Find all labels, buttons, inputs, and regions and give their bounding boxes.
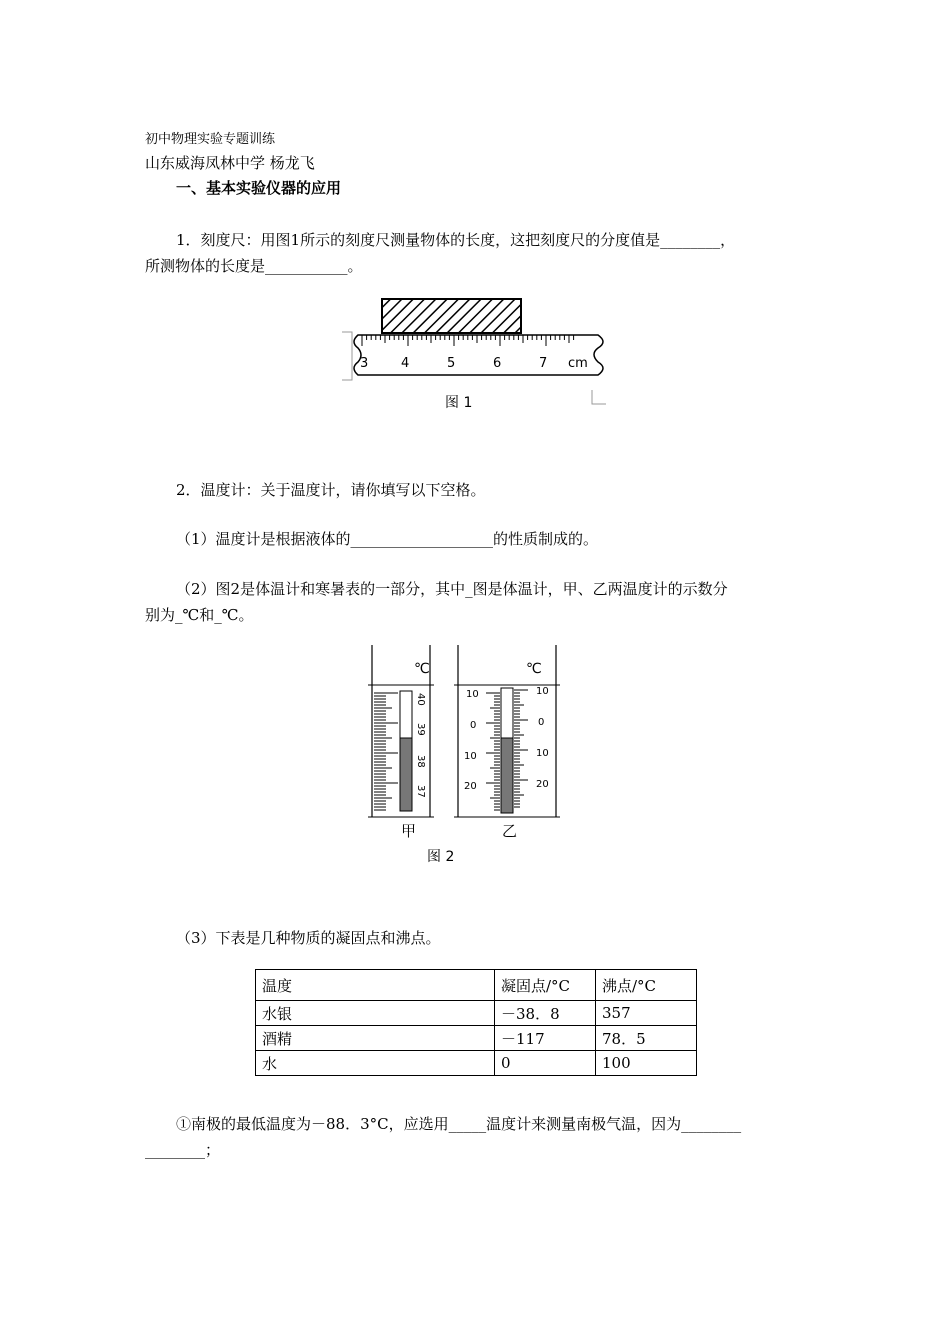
figure1-caption: 图 1 — [445, 395, 473, 411]
table-cell: －38．8 — [495, 1001, 596, 1026]
ruler-unit: cm — [568, 356, 588, 371]
jia-scale-label: 40 — [415, 693, 426, 706]
table-cell: 酒精 — [256, 1026, 495, 1051]
jia-mercury-column — [400, 738, 412, 811]
doc-author: 山东威海凤林中学 杨龙飞 — [145, 154, 315, 172]
ruler-tick-label: 5 — [447, 356, 456, 371]
doc-subtitle: 初中物理实验专题训练 — [145, 132, 276, 147]
table-row — [256, 1026, 697, 1051]
yi-left-label: 10 — [466, 689, 479, 700]
thermometer-yi — [454, 645, 560, 840]
table-header-row — [256, 970, 697, 1001]
ruler-figure — [340, 292, 620, 420]
section-title: 一、基本实验仪器的应用 — [176, 179, 342, 197]
yi-left-label: 10 — [464, 751, 477, 762]
jia-unit: ℃ — [414, 661, 430, 677]
yi-liquid-column — [501, 738, 513, 813]
yi-label: 乙 — [502, 822, 518, 840]
table-cell: 水银 — [256, 1001, 495, 1026]
yi-left-label: 0 — [470, 720, 477, 731]
ruler-body — [354, 335, 603, 375]
jia-label: 甲 — [401, 822, 417, 840]
q1-line1: 1．刻度尺：用图1所示的刻度尺测量物体的长度，这把刻度尺的分度值是________， — [176, 231, 736, 249]
table-row — [256, 1051, 697, 1076]
yi-unit: ℃ — [526, 661, 542, 677]
ruler-tick-label: 4 — [401, 356, 410, 371]
table-header-cell: 凝固点/°C — [495, 970, 596, 1001]
table-header-cell: 沸点/°C — [596, 970, 697, 1001]
q-circle1-line2: ________； — [145, 1141, 221, 1159]
q1-line2: 所测物体的长度是___________。 — [145, 257, 363, 275]
jia-scale-label: 39 — [415, 723, 426, 736]
table-cell: 78．5 — [596, 1026, 697, 1051]
materials-table — [255, 969, 697, 1076]
table-cell: 0 — [495, 1051, 596, 1076]
thermometer-jia — [368, 645, 434, 840]
q-circle1-line1: ①南极的最低温度为－88．3°C，应选用_____温度计来测量南极气温，因为________ — [176, 1115, 742, 1133]
yi-right-label: 0 — [538, 717, 545, 728]
yi-right-label: 20 — [536, 779, 549, 790]
thermometers-figure — [360, 645, 590, 870]
table-header-cell: 温度 — [256, 970, 495, 1001]
table-row — [256, 1001, 697, 1026]
table-cell: 水 — [256, 1051, 495, 1076]
table-cell: 357 — [596, 1001, 697, 1026]
q2-part1: （1）温度计是根据液体的___________________的性质制成的。 — [176, 530, 599, 548]
ruler-tick-label: 3 — [360, 356, 369, 371]
jia-scale-label: 38 — [415, 755, 426, 768]
yi-right-label: 10 — [536, 748, 549, 759]
q2-part2-line2: 别为_℃和_℃。 — [145, 606, 254, 624]
yi-left-label: 20 — [464, 781, 477, 792]
jia-scale-label: 37 — [415, 785, 426, 798]
ruler-tick-label: 7 — [539, 356, 548, 371]
q2-part3: （3）下表是几种物质的凝固点和沸点。 — [176, 929, 441, 947]
q2-part2-line1: （2）图2是体温计和寒暑表的一部分，其中_图是体温计，甲、乙两温度计的示数分 — [176, 580, 728, 598]
table-cell: －117 — [495, 1026, 596, 1051]
yi-right-label: 10 — [536, 686, 549, 697]
measured-block — [382, 299, 521, 333]
ruler-tick-label: 6 — [493, 356, 502, 371]
figure2-caption: 图 2 — [427, 849, 455, 865]
table-cell: 100 — [596, 1051, 697, 1076]
q2-line1: 2．温度计：关于温度计，请你填写以下空格。 — [176, 481, 486, 499]
